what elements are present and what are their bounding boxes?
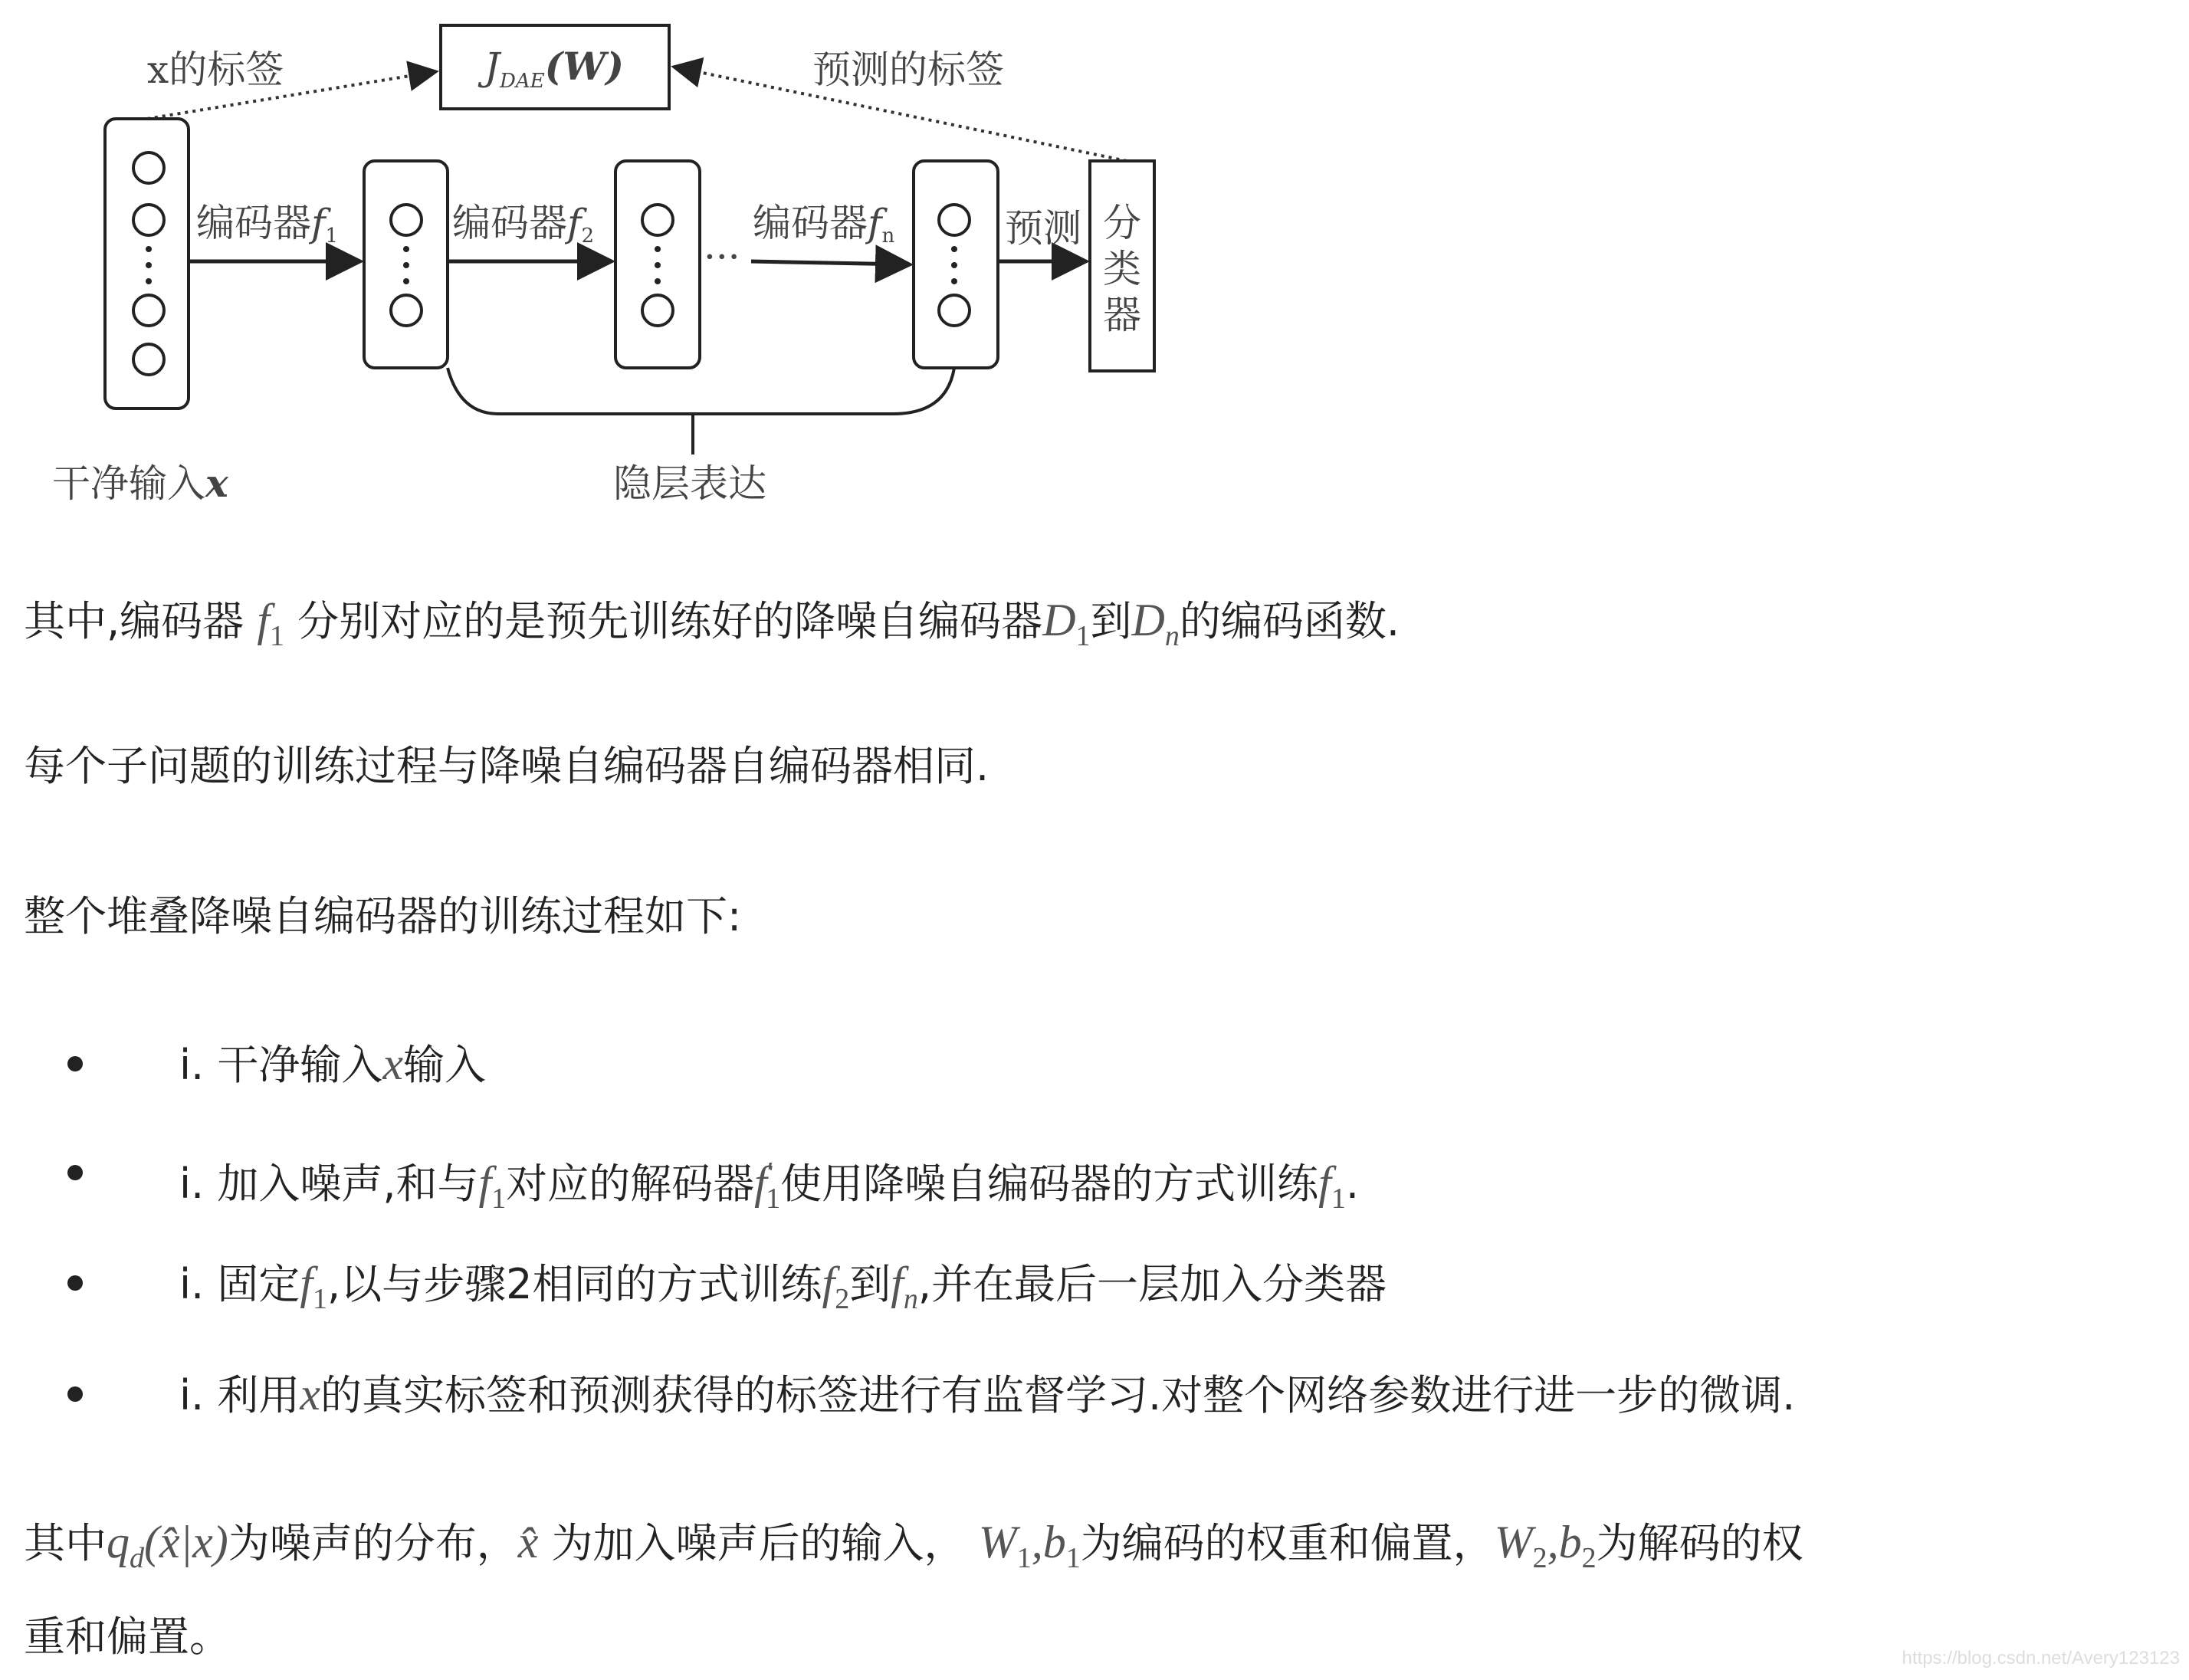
math-w1-b1: $W_1,b_1$ (978, 1517, 1081, 1574)
paragraph-encoders (24, 593, 1400, 663)
bullet-icon (67, 1386, 83, 1402)
encoder-f2-label: 编码器f2 (452, 201, 595, 248)
classifier-char-2: 类 (1103, 247, 1141, 291)
classifier-char-1: 分 (1103, 201, 1141, 245)
bullet-icon (67, 1056, 83, 1071)
watermark: https://blog.csdn.net/Avery123123 (1902, 1648, 2180, 1669)
paragraph-notation-cont: 重和偏置。 (24, 1613, 231, 1661)
x-label-text: x的标签 (147, 48, 284, 92)
input-ellipsis-dots (146, 246, 152, 284)
paragraph-notation: 其中$q_d(x̂|x)$为噪声的分布，x̂ 为加入噪声后的输入， $W_1,b_1$为编码的权重和偏置，$W_2,b_2$为解码的权 (24, 1517, 1803, 1574)
predict-label: 预测 (1005, 206, 1081, 251)
paragraph-process-intro: 整个堆叠降噪自编码器的训练过程如下: (24, 892, 742, 940)
math-f1: $f_1$ (1318, 1157, 1346, 1215)
text: 到 (1090, 597, 1132, 645)
predicted-label-text: 预测的标签 (812, 48, 1004, 92)
classifier-char-3: 器 (1103, 293, 1141, 337)
hidden-brace (448, 368, 954, 454)
forward-arrows (189, 261, 1082, 264)
math-qd: $q_d(x̂|x)$ (107, 1517, 228, 1574)
text: 分别对应的是预先训练好的降噪自编码器 (284, 597, 1043, 645)
bullet-icon (67, 1275, 83, 1291)
math-f1: $f_1$ (257, 595, 285, 652)
math-f2: $f_2$ (822, 1258, 850, 1315)
paragraph-subproblem: 每个子问题的训练过程与降噪自编码器自编码器相同. (24, 742, 989, 790)
stacked-dae-diagram (0, 0, 1196, 521)
list-item: i. 利用x的真实标签和预测获得的标签进行有监督学习.对整个网络参数进行进一步的微调. (179, 1369, 1796, 1419)
math-f1: $f_1$ (300, 1258, 328, 1315)
math-f1-prime: $f'_1$ (754, 1157, 781, 1215)
math-w2-b2: $W_2,b_2$ (1494, 1517, 1597, 1574)
math-dn: $D_n$ (1131, 595, 1180, 652)
text: 的编码函数. (1179, 597, 1400, 645)
math-f1: $f_1$ (478, 1157, 507, 1215)
list-item: i. 干净输入x输入 (179, 1039, 486, 1089)
math-fn: $f_n$ (891, 1258, 918, 1315)
bullet-icon (67, 1165, 83, 1180)
ellipsis: ··· (704, 235, 740, 279)
math-x: x (300, 1369, 320, 1419)
math-d1: $D_1$ (1042, 595, 1091, 652)
loss-label: $J_{DAE}(W)$ (484, 44, 625, 93)
math-x: x (382, 1039, 403, 1089)
text: 其中,编码器 (24, 597, 258, 645)
math-xhat: x̂ (517, 1517, 539, 1567)
list-item: i. 加入噪声,和与$f_1$对应的解码器$f'_1$使用降噪自编码器的方式训练$f_1$. (179, 1157, 1359, 1215)
list-item: i. 固定$f_1$,以与步骤2相同的方式训练$f_2$到$f_n$,并在最后一层加入分类器 (179, 1258, 1387, 1315)
hidden-representation-label: 隐层表达 (613, 461, 766, 506)
clean-input-label: 干净输入x (52, 461, 228, 506)
encoder-f1-label: 编码器f1 (196, 201, 339, 248)
encoder-fn-label: 编码器fn (753, 201, 895, 248)
